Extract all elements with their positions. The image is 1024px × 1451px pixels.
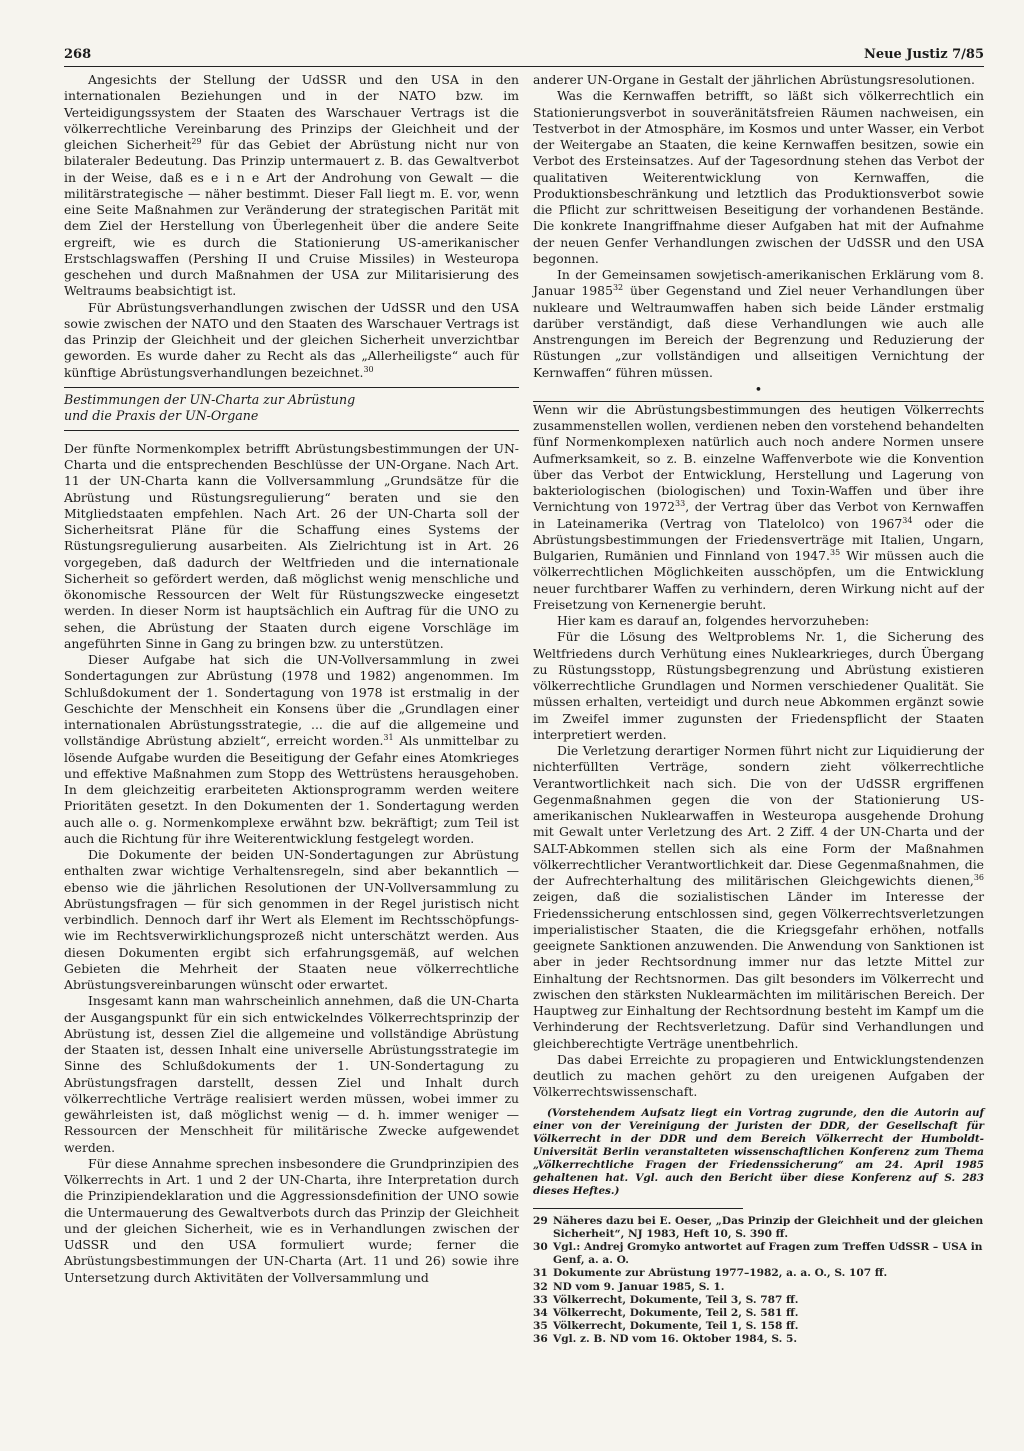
paragraph: anderer UN-Organe in Gestalt der jährlichen Abrüstungsresolutionen. <box>533 72 975 87</box>
footnote: 32 ND vom 9. Januar 1985, S. 1. <box>533 1280 725 1293</box>
paragraph: In der Gemeinsamen sowjetisch-amerikanischen Erklärung vom 8. Januar 1985$^{32}$ über Gegenstand und Ziel neuer Verhandlungen über nukleare und Weltraumwaffen haben sich beide Länder erstmalig darüber verständigt, daß diese Verhandlungen wie auch alle Anstrengungen im Bereich der Begrenzung und Reduzierung der Rüstungen „zur vollständigen und allseitigen Vernichtung der Kernwaffen“ führen müssen. <box>533 267 984 380</box>
header-rule <box>64 66 984 67</box>
footnotes <box>533 1215 984 1347</box>
journal-issue: Neue Justiz 7/85 <box>863 47 984 62</box>
footnote: 33 Völkerrecht, Dokumente, Teil 3, S. 787 ff. <box>533 1293 799 1306</box>
footnote: 30 Vgl.: Andrej Gromyko antwortet auf Fragen zum Treffen UdSSR – USA in Genf, a. a. O. <box>533 1240 983 1267</box>
paragraph: Die Dokumente der beiden UN-Sondertagungen zur Abrüstung enthalten zwar wichtige Verhaltensregeln, sind aber bekanntlich — ebenso wie die jährlichen Resolutionen der UN-Vollversammlung zu Abrüstungsfragen — für sich genommen in der Regel juristisch nicht verbindlich. Dennoch darf ihr Wert als Element im Rechtsschöpfungs- wie im Rechtsverwirklichungsprozeß nicht unterschätzt werden. Aus diesen Dokumenten ergibt sich erfahrungsgemäß, auf welchen Gebieten die Mehrheit der Staaten neue völkerrechtliche Abrüstungsvereinbarungen wünscht oder erwartet. <box>64 847 519 992</box>
footnote-ref: 36 <box>973 872 984 882</box>
footnote-ref: 34 <box>902 515 913 525</box>
footnote-ref: 35 <box>829 547 841 557</box>
left-column <box>64 72 519 1286</box>
page-number: 268 <box>64 47 92 62</box>
paragraph: Dieser Aufgabe hat sich die UN-Vollversammlung in zwei Sondertagungen zur Abrüstung (1978 und 1982) angenommen. Im Schlußdokument der 1. Sondertagung von 1978 ist erstmalig in der Geschichte der Menschheit ein Konsens über die „Grundlagen einer internationalen Abrüstungsstrategie, ... die auf die allgemeine und vollständige Abrüstung abzielt“, erreicht worden.$^{31}$ Als unmittelbar zu lösende Aufgabe wurden die Beseitigung der Gefahr eines Atomkrieges und effektive Maßnahmen zum Stopp des Wettrüstens herausgehoben. In dem gleichzeitig erarbeiteten Aktionsprogramm werden weitere Prioritäten gesetzt. In den Dokumenten der 1. Sondertagung werden auch alle o. g. Normenkomplexe erwähnt bzw. bekräftigt; zum Teil ist auch die Richtung für ihre Weiterentwicklung festgelegt worden. <box>64 652 519 846</box>
footnote-ref: 31 <box>383 733 394 743</box>
right-column <box>533 72 984 1347</box>
footnote-rule <box>533 1208 743 1209</box>
section-heading <box>64 387 519 431</box>
paragraph: Insgesamt kann man wahrscheinlich annehmen, daß die UN-Charta der Ausgangspunkt für ein sich entwickelndes Völkerrechtsprinzip der Abrüstung ist, dessen Ziel die allgemeine und vollständige Abrüstung der Staaten ist, dessen Inhalt eine universelle Abrüstungsstrategie im Sinne des Schlußdokuments der 1. UN-Sondertagung zu Abrüstungsfragen darstellt, dessen Ziel und Inhalt durch völkerrechtliche Verträge realisiert werden müssen, wobei immer zu gewährleisten ist, daß möglichst wenig — d. h. immer weniger — Ressourcen der Menschheit für militärische Zwecke aufgewendet werden. <box>64 993 519 1155</box>
section-heading-line: und die Praxis der UN-Organe <box>64 407 259 423</box>
paragraph: Was die Kernwaffen betrifft, so läßt sich völkerrechtlich ein Stationierungsverbot in souveränitätsfreien Räumen nachweisen, ein Testverbot in der Atmosphäre, im Kosmos und unter Wasser, ein Verbot der Weitergabe an Staaten, die keine Kernwaffen besitzen, sowie ein Verbot des Ersteinsatzes. Auf der Tagesordnung stehen das Verbot der qualitativen Weiterentwicklung von Kernwaffen, die Produktionsbeschränkung und letztlich das Produktionsverbot sowie die Pflicht zur schrittweisen Beseitigung der vorhandenen Bestände. Die konkrete Inangriffnahme dieser Aufgaben hat mit der Aufnahme der neuen Genfer Verhandlungen zwischen der UdSSR und den USA begonnen. <box>533 88 984 266</box>
paragraph: Der fünfte Normenkomplex betrifft Abrüstungsbestimmungen der UN-Charta und die entsprechenden Beschlüsse der UN-Organe. Nach Art. 11 der UN-Charta kann die Vollversammlung „Grundsätze für die Abrüstung und Rüstungsregulierung“ beraten und sie den Mitgliedstaaten empfehlen. Nach Art. 26 der UN-Charta soll der Sicherheitsrat Pläne für die Schaffung eines Systems der Rüstungsregulierung ausarbeiten. Als Zielrichtung ist in Art. 26 vorgegeben, daß dadurch der Weltfrieden und die internationale Sicherheit so gefördert werden, daß möglichst wenig menschliche und ökonomische Ressourcen der Welt für Rüstungszwecke eingesetzt werden. In dieser Norm ist hauptsächlich ein Auftrag für die UNO zu sehen, die Abrüstung der Staaten durch eigene Vorschläge im angeführten Sinne in Gang zu bringen bzw. zu unterstützen. <box>64 440 519 651</box>
section-heading-line: Bestimmungen der UN-Charta zur Abrüstung <box>64 391 356 407</box>
footnote: 29 Näheres dazu bei E. Oeser, „Das Prinzip der Gleichheit und der gleichen Sicherheit“, NJ 1983, Heft 10, S. 390 ff. <box>533 1214 984 1240</box>
footnote: 34 Völkerrecht, Dokumente, Teil 2, S. 581 ff. <box>533 1306 799 1319</box>
paragraph: Hier kam es darauf an, folgendes hervorzuheben: <box>557 613 870 628</box>
editorial-note: (Vorstehendem Aufsatz liegt ein Vortrag zugrunde, den die Autorin auf einer von der Vereinigung der Juristen der DDR, der Gesellschaft für Völkerrecht in der DDR und dem Bereich Völkerrecht der Humboldt-Universität Berlin veranstalteten wissenschaftlichen Konferenz zum Thema „Völkerrechtliche Fragen der Friedenssicherung“ am 24. April 1985 gehaltenen hat. Vgl. auch den Bericht über diese Konferenz auf S. 283 dieses Heftes.) <box>533 1106 984 1197</box>
footnote-ref: 33 <box>675 499 686 509</box>
footnote-ref: 30 <box>363 364 374 374</box>
paragraph: Angesichts der Stellung der UdSSR und den USA in den internationalen Beziehungen und in der NATO bzw. im Verteidigungssystem der Staaten des Warschauer Vertrags ist die völkerrechtliche Vereinbarung des Prinzips der Gleichheit und der gleichen Sicherheit$^{29}$ für das Gebiet der Abrüstung nicht nur von bilateraler Bedeutung. Das Prinzip untermauert z. B. das Gewaltverbot in der Weise, daß es e i n e Art der Androhung von Gewalt — die militärstrategische — näher bestimmt. Dieser Fall liegt m. E. vor, wenn eine Seite Maßnahmen zur Veränderung der strategischen Parität mit dem Ziel der Herstellung von Überlegenheit über die andere Seite ergreift, wie es durch die Stationierung US-amerikanischer Erstschlagswaffen (Pershing II und Cruise Missiles) in Westeuropa geschehen und durch Maßnahmen der USA zur Militarisierung des Weltraums beabsichtigt ist. <box>64 72 519 299</box>
paragraph: Für die Lösung des Weltproblems Nr. 1, die Sicherung des Weltfriedens durch Verhütung eines Nuklearkrieges, durch Übergang zu Rüstungsstopp, Rüstungsbegrenzung und Abrüstung existieren völkerrechtliche Grundlagen und Normen verschiedener Qualität. Sie müssen erhalten, verteidigt und durch neue Abkommen ergänzt sowie im Zweifel immer zugunsten der Friedenspflicht der Staaten interpretiert werden. <box>533 629 984 742</box>
paragraph: Die Verletzung derartiger Normen führt nicht zur Liquidierung der nichterfüllten Verträge, sondern zieht völkerrechtliche Verantwortlichkeit nach sich. Die von der UdSSR ergriffenen Gegenmaßnahmen gegen die von der Stationierung US-amerikanischen Nuklearwaffen in Westeuropa ausgehende Drohung mit Gewalt unter Verletzung des Art. 2 Ziff. 4 der UN-Charta und der SALT-Abkommen stellen sich als eine Form der Maßnahmen völkerrechtlicher Verantwortlichkeit dar. Diese Gegenmaßnahmen, die der Aufrechterhaltung des militärischen Gleichgewichts dienen,$^{36}$ zeigen, daß die sozialistischen Länder im Interesse der Friedenssicherung entschlossen sind, gegen Völkerrechtsverletzungen imperialistischer Staaten, die die Kriegsgefahr erhöhen, notfalls geeignete Sanktionen anzuwenden. Die Anwendung von Sanktionen ist aber in jeder Rechtsordnung immer nur das letzte Mittel zur Einhaltung der Rechtsnormen. Das gilt besonders im Völkerrecht und zwischen den stärksten Nuklearmächten im militärischen Bereich. Der Hauptweg zur Einhaltung der Rechtsordnung besteht im Kampf um die Verhinderung der Rechtsverletzung. Dafür sind Verhandlungen und gleichberechtigte Verträge unentbehrlich. <box>533 743 984 1051</box>
section-divider-star: • <box>754 382 763 398</box>
footnote: 31 Dokumente zur Abrüstung 1977–1982, a. a. O., S. 107 ff. <box>533 1267 888 1280</box>
paragraph: Wenn wir die Abrüstungsbestimmungen des heutigen Völkerrechts zusammenstellen wollen, verdienen neben den vorstehend behandelten fünf Normenkomplexen natürlich auch noch andere Normen unsere Aufmerksamkeit, so z. B. einzelne Waffenverbote wie die Konvention über das Verbot der Entwicklung, Herstellung und Lagerung von bakteriologischen (biologischen) und Toxin-Waffen und über ihre Vernichtung von 1972$^{33}$, der Vertrag über das Verbot von Kernwaffen in Lateinamerika (Vertrag von Tlatelolco) von 1967$^{34}$ oder die Abrüstungsbestimmungen der Friedensverträge mit Italien, Ungarn, Bulgarien, Rumänien und Finnland von 1947.35 Wir müssen auch die völkerrechtlichen Möglichkeiten ausschöpfen, um die Entwicklung neuer furchtbarer Waffen zu verhindern, deren Wirkung nicht auf der Freisetzung von Kernenergie beruht. <box>533 401 984 612</box>
footnote: 35 Völkerrecht, Dokumente, Teil 1, S. 158 ff. <box>533 1320 799 1333</box>
paragraph: Für Abrüstungsverhandlungen zwischen der UdSSR und den USA sowie zwischen der NATO und den Staaten des Warschauer Vertrags ist das Prinzip der Gleichheit und der gleichen Sicherheit unverzichtbar geworden. Es wurde daher zu Recht als das „Allerheiligste“ auch für künftige Abrüstungsverhandlungen bezeichnet.$^{30}$ <box>64 299 519 380</box>
footnote-ref: 29 <box>191 136 202 146</box>
paragraph: Das dabei Erreichte zu propagieren und Entwicklungstendenzen deutlich zu machen gehört zu den ureigenen Aufgaben der Völkerrechtswissenschaft. <box>533 1051 984 1100</box>
footnote: 36 Vgl. z. B. ND vom 16. Oktober 1984, S. 5. <box>533 1333 798 1346</box>
paragraph: Für diese Annahme sprechen insbesondere die Grundprinzipien des Völkerrechts in Art. 1 und 2 der UN-Charta, ihre Interpretation durch die Prinzipiendeklaration und die Aggressionsdefinition der UNO sowie die Untermauerung des Gewaltverbots durch das Prinzip der Gleichheit und der gleichen Sicherheit, wie es in Verhandlungen zwischen der UdSSR und den USA formuliert wurde; ferner die Abrüstungsbestimmungen der UN-Charta (Art. 11 und 26) sowie ihre Untersetzung durch Aktivitäten der Vollversammlung und <box>64 1155 519 1285</box>
footnote-ref: 32 <box>612 283 624 293</box>
